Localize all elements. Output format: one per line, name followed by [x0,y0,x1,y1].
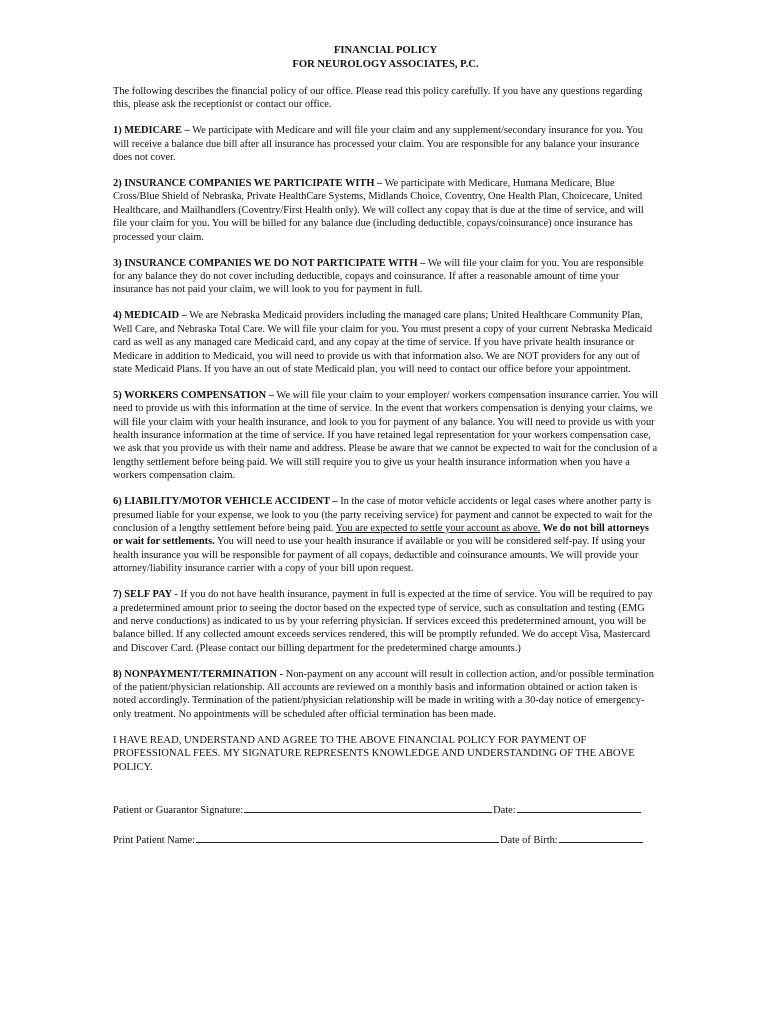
settle-account-notice: You are expected to settle your account as above. [335,522,541,534]
print-name-label: Print Patient Name: [113,834,195,846]
agreement-statement: I HAVE READ, UNDERSTAND AND AGREE TO THE ABOVE FINANCIAL POLICY FOR PAYMENT OF PROFESSIONAL FEES. MY SIGNATURE REPRESENTS KNOWLEDGE AND UNDERSTANDING OF THE ABOVE POLICY. [113,734,635,773]
section-heading: 3) INSURANCE COMPANIES WE DO NOT PARTICIPATE WITH – [113,257,426,269]
section-participating-insurance [113,177,658,244]
section-body: Non-payment on any account will result in collection action, and/or possible termination of the patient/physician relationship. All accounts are reviewed on a monthly basis and information obtained or action taken is noted accordingly. Termination of the patient/physician relationship will be made in writing with a 30-day notice of emergency-only treatment. No appointments will be scheduled after official termination has been made. [113,668,654,720]
date-label: Date: [493,805,516,817]
intro-paragraph: The following describes the financial policy of our office. Please read this policy carefully. If you have any questions regarding this, please ask the receptionist or contact our office. [113,86,643,111]
section-liability-motor-vehicle [113,495,658,575]
date-field[interactable] [517,802,641,813]
signature-field[interactable] [244,802,492,813]
section-heading: 6) LIABILITY/MOTOR VEHICLE ACCIDENT – [113,496,338,508]
title-line-1: FINANCIAL POLICY [333,45,438,56]
signature-row [113,802,658,817]
section-nonparticipating-insurance [113,257,658,297]
print-name-field[interactable] [196,832,499,843]
section-heading: 7) SELF PAY - [113,589,178,601]
section-workers-compensation [113,389,658,483]
document-title [113,44,658,71]
date-of-birth-label: Date of Birth: [499,834,558,846]
section-self-pay [113,588,658,655]
section-body-continued: You will need to use your health insurance if available or you will be considered self-pay. If using your health insurance you will be responsible for payment of all copays, deductible and coinsurance amounts. We will provide your attorney/liability insurance carrier with a copy of your bill upon request. [113,536,646,575]
section-body: We will file your claim to your employer/ workers compensation insurance carrier. You will need to provide us with this information at the time of service. In the event that workers compensation is denying your claims, we will file your claim with your health insurance, and look to you for payment of any balance. You will need to provide us with your health insurance information at the time of service. If you have retained legal representation for your workers compensation case, we ask that you provide us with their name and address. Please be aware that we cannot be expected to wait for the conclusion of a lengthy settlement before being paid. We will still require you to give us your health insurance information when you have a workers compensation claim. [113,389,658,482]
no-attorney-billing-notice: We do not bill attorneys or wait for settlements. [113,522,649,548]
title-line-2: FOR NEUROLOGY ASSOCIATES, P.C. [292,58,479,70]
section-body: We participate with Medicare and will file your claim and any supplement/secondary insurance for you. You will receive a balance due bill after all insurance has processed your claim. You are responsible for any balance your insurance does not cover. [113,125,643,164]
section-medicare [113,124,658,164]
section-body: We will file your claim for you. You are responsible for any balance they do not cover including deductible, copays and coinsurance. If after a reasonable amount of time your insurance has not paid your claim, we will look to you for payment in full. [113,257,644,296]
section-heading: 8) NONPAYMENT/TERMINATION - [113,668,284,680]
section-nonpayment-termination [113,668,658,722]
date-of-birth-field[interactable] [559,832,643,843]
section-heading: 4) MEDICAID – [113,310,187,322]
section-body: We participate with Medicare, Humana Medicare, Blue Cross/Blue Shield of Nebraska, Private HealthCare Systems, Midlands Choice, Coventry, One Health Plan, Choicecare, United Healthcare, and Mailhandlers (Coventry/First Health only). We will collect any copay that is due at the time of service, and will file your claim for you. You will be billed for any balance due (including deductible, copays/coinsurance) once insurance has processed your claim. [113,178,644,243]
section-heading: 1) MEDICARE – [113,125,190,137]
section-body: If you do not have health insurance, payment in full is expected at the time of service. You will be required to pay a predetermined amount prior to seeing the doctor based on the expected type of service, such as consultation and testing (EMG and nerve conductions) as indicated to us by your referring physician. If services exceed this predetermined amount, you will be balance billed. If any collected amount exceeds services rendered, this will be promptly refunded. We do accept Visa, Mastercard and Discover Card. (Please contact our billing department for the predetermined charge amounts.) [113,589,653,654]
patient-name-row [113,832,658,847]
signature-label: Patient or Guarantor Signature: [113,805,244,817]
section-heading: 2) INSURANCE COMPANIES WE PARTICIPATE WITH – [113,178,383,190]
section-medicaid [113,309,658,376]
section-heading: 5) WORKERS COMPENSATION – [113,389,274,401]
section-body: In the case of motor vehicle accidents or legal cases where another party is presumed liable for your expense, we look to you (the party receiving service) for payment and cannot be expected to wait for the conclusion of a lengthy settlement before being paid. [113,496,653,534]
section-body: We are Nebraska Medicaid providers including the managed care plans; United Healthcare Community Plan, Well Care, and Nebraska Total Care. We will file your claim for you. You must present a copy of your current Nebraska Medicaid card as well as any managed care Medicaid card, and any copay at the time of service. If you have private health insurance or Medicare in addition to Medicaid, you will need to provide us with that information also. We are NOT providers for any out of state Medicaid Plans. If you have an out of state Medicaid plan, you will need to contact our office before your appointment. [113,310,653,375]
